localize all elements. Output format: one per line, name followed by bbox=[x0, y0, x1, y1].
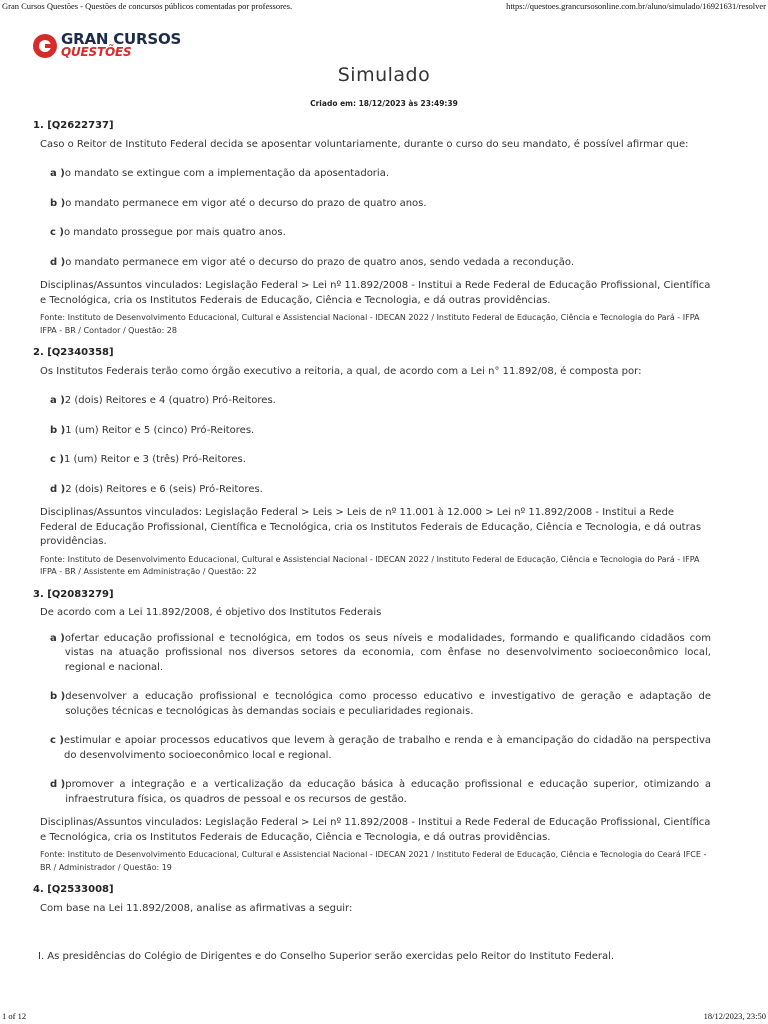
option-letter: b ) bbox=[50, 691, 66, 702]
option-b[interactable] bbox=[50, 690, 711, 719]
option-text: ofertar educação profissional e tecnológica, em todos os seus níveis e modalidades, formando e qualificando cidadãos com vistas na atuação profissional nos diversos setores da economia, com ênfase no desenvolvimento socioeconômico local, regional e nacional. bbox=[64, 632, 711, 673]
option-a[interactable] bbox=[50, 632, 711, 676]
option-letter: b ) bbox=[50, 197, 66, 209]
question-header: 1. [Q2622737] bbox=[33, 120, 114, 131]
print-timestamp: 18/12/2023, 23:50 bbox=[703, 1011, 766, 1021]
page-title: Simulado bbox=[337, 64, 431, 86]
question-text: Os Institutos Federais terão como órgão executivo a reitoria, a qual, de acordo com a Lei n° 11.892/08, é composta por: bbox=[40, 365, 642, 377]
option-a[interactable] bbox=[50, 167, 711, 182]
option-text: 2 (dois) Reitores e 6 (seis) Pró-Reitores. bbox=[65, 483, 263, 495]
question-statement: I. As presidências do Colégio de Dirigentes e do Conselho Superior serão exercidas pelo Reitor do Instituto Federal. bbox=[38, 951, 615, 962]
logo-text-brand: GRAN CURSOS bbox=[61, 30, 182, 48]
question-subjects: Disciplinas/Assuntos vinculados: Legislação Federal > Leis > Leis de nº 11.001 à 12.000 > Lei nº 11.892/2008 - Institui a Rede Federal de Educação Profissional, Científica e Tecnológica, cria os Institutos Federais de Educação, Ciência e Tecnologia, e dá outras providências. bbox=[40, 507, 702, 547]
option-a[interactable] bbox=[50, 394, 711, 409]
question-subjects: Disciplinas/Assuntos vinculados: Legislação Federal > Lei nº 11.892/2008 - Institui a Rede Federal de Educação Profissional, Científica e Tecnológica, cria os Institutos Federais de Educação, Ciência e Tecnologia, e dá outras providências. bbox=[40, 280, 711, 306]
option-letter: c ) bbox=[50, 227, 64, 238]
question-header: 4. [Q2533008] bbox=[33, 884, 114, 895]
question-text: De acordo com a Lei 11.892/2008, é objetivo dos Institutos Federais bbox=[40, 607, 382, 618]
option-d[interactable] bbox=[50, 256, 711, 271]
page-count: 1 of 12 bbox=[2, 1011, 27, 1021]
created-at: Criado em: 18/12/2023 às 23:49:39 bbox=[310, 99, 458, 108]
option-text: o mandato permanece em vigor até o decurso do prazo de quatro anos, sendo vedada a recondução. bbox=[65, 256, 575, 268]
option-text: o mandato permanece em vigor até o decurso do prazo de quatro anos. bbox=[65, 197, 427, 209]
option-letter: a ) bbox=[50, 168, 65, 179]
question-4 bbox=[33, 883, 711, 965]
question-subjects: Disciplinas/Assuntos vinculados: Legislação Federal > Lei nº 11.892/2008 - Institui a Rede Federal de Educação Profissional, Científica e Tecnológica, cria os Institutos Federais de Educação, Ciência e Tecnologia, e dá outras providências. bbox=[40, 817, 711, 843]
print-header bbox=[0, 0, 768, 14]
option-c[interactable] bbox=[50, 734, 711, 763]
option-text: desenvolver a educação profissional e tecnológica como processo educativo e investigativo de geração e adaptação de soluções técnicas e tecnológicas às demandas sociais e peculiaridades regionais. bbox=[65, 691, 711, 717]
option-text: estimular e apoiar processos educativos que levem à geração de trabalho e renda e à emancipação do cidadão na perspectiva do desenvolvimento socioeconômico local e regional. bbox=[63, 735, 711, 761]
question-text: Caso o Reitor de Instituto Federal decida se aposentar voluntariamente, durante o curso do seu mandato, é possível afirmar que: bbox=[40, 138, 689, 150]
print-header-title: Gran Cursos Questões - Questões de concursos públicos comentadas por professores. bbox=[2, 1, 293, 11]
option-text: 1 (um) Reitor e 5 (cinco) Pró-Reitores. bbox=[65, 424, 255, 436]
question-header: 2. [Q2340358] bbox=[33, 347, 114, 358]
option-text: promover a integração e a verticalização da educação básica à educação profissional e educação superior, otimizando a infraestrutura física, os quadros de pessoal e os recursos de gestão. bbox=[65, 779, 711, 805]
option-letter: b ) bbox=[50, 424, 66, 436]
option-letter: a ) bbox=[50, 395, 65, 406]
logo-g-icon bbox=[33, 34, 57, 58]
question-list bbox=[33, 119, 711, 974]
option-b[interactable] bbox=[50, 424, 711, 439]
option-text: o mandato se extingue com a implementação da aposentadoria. bbox=[64, 168, 390, 179]
option-letter: d ) bbox=[50, 256, 66, 268]
question-source: Fonte: Instituto de Desenvolvimento Educacional, Cultural e Assistencial Nacional - IDECAN 2022 / Instituto Federal de Educação, Ciência e Tecnologia do Pará - IFPA IFPA - BR / Contador / Questão: 28 bbox=[40, 313, 700, 335]
option-letter: c ) bbox=[50, 735, 64, 746]
question-1 bbox=[33, 119, 711, 337]
question-3 bbox=[33, 588, 711, 875]
option-text: 1 (um) Reitor e 3 (três) Pró-Reitores. bbox=[63, 454, 246, 465]
print-header-url: https://questoes.grancursosonline.com.br/aluno/simulado/16921631/resolver bbox=[506, 1, 766, 11]
option-c[interactable] bbox=[50, 226, 711, 241]
option-d[interactable] bbox=[50, 778, 711, 807]
option-d[interactable] bbox=[50, 483, 711, 498]
print-footer bbox=[0, 1008, 768, 1024]
option-text: 2 (dois) Reitores e 4 (quatro) Pró-Reitores. bbox=[64, 395, 276, 406]
option-letter: d ) bbox=[50, 483, 66, 495]
gran-cursos-logo[interactable] bbox=[33, 28, 193, 62]
question-source: Fonte: Instituto de Desenvolvimento Educacional, Cultural e Assistencial Nacional - IDECAN 2022 / Instituto Federal de Educação, Ciência e Tecnologia do Pará - IFPA IFPA - BR / Assistente em Administração / Questão: 22 bbox=[40, 554, 700, 576]
option-c[interactable] bbox=[50, 453, 711, 468]
option-letter: d ) bbox=[50, 779, 66, 790]
option-letter: a ) bbox=[50, 632, 65, 644]
option-b[interactable] bbox=[50, 197, 711, 212]
logo-text-product: QUESTÕES bbox=[61, 45, 132, 59]
option-letter: c ) bbox=[50, 454, 64, 465]
option-text: o mandato prossegue por mais quatro anos. bbox=[63, 227, 286, 238]
question-2 bbox=[33, 346, 711, 579]
question-text: Com base na Lei 11.892/2008, analise as afirmativas a seguir: bbox=[40, 902, 353, 914]
question-header: 3. [Q2083279] bbox=[33, 588, 114, 600]
question-source: Fonte: Instituto de Desenvolvimento Educacional, Cultural e Assistencial Nacional - IDECAN 2021 / Instituto Federal de Educação, Ciência e Tecnologia do Ceará IFCE - BR / Administrador / Questão: 19 bbox=[40, 850, 707, 872]
